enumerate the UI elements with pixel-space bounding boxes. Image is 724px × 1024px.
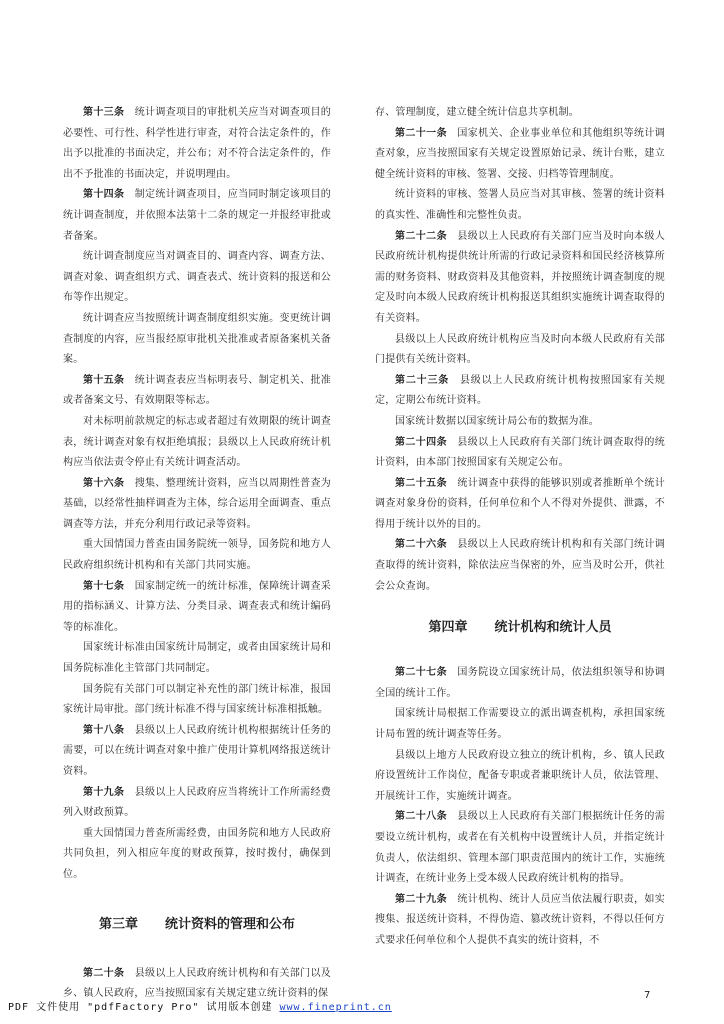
article-number: 第二十五条 [395,477,447,489]
paragraph-text: 国务院设立国家统计局，依法组织领导和协调全国的统计工作。 [375,667,666,699]
article-number: 第十八条 [83,724,125,736]
paragraph-text: 统计调查制度应当对调查目的、调查内容、调查方法、调查对象、调查组织方式、调查表式、统计资料的报送和公布等作出规定。 [63,251,331,304]
paragraph-text: 存、管理制度，建立健全统计信息共享机制。 [375,107,579,118]
left-paragraphs [63,103,331,886]
paragraph-text: 重大国情国力普查所需经费，由国务院和地方人民政府共同负担，列入相应年度的财政预算，按时拨付，确保到位。 [63,827,331,880]
article-number: 第二十九条 [395,893,447,905]
paragraph-text: 县级以上人民政府统计机构和有关部门统计调查取得的统计资料，除依法应当保密的外，应当及时公开，供社会公众查询。 [375,539,666,592]
paragraph [375,330,665,371]
paragraph-text: 县级以上地方人民政府设立独立的统计机构，乡、镇人民政府设置统计工作岗位，配备专职或者兼职统计人员，依法管理、开展统计工作，实施统计调查。 [375,749,665,802]
left-column [63,103,331,1005]
paragraph-text: 国家机关、企业事业单位和其他组织等统计调查对象，应当按照国家有关规定设置原始记录、统计台账，建立健全统计资料的审核、签署、交接、归档等管理制度。 [375,127,666,180]
paragraph [375,433,665,474]
paragraph-text: 国务院有关部门可以制定补充性的部门统计标准，报国家统计局审批。部门统计标准不得与国家统计标准相抵触。 [63,683,331,716]
paragraph [375,474,665,536]
paragraph-text: 县级以上人民政府有关部门统计调查取得的统计资料，由本部门按照国家有关规定公布。 [375,436,666,469]
chapter-title: 统计资料的管理和公布 [165,916,296,932]
paragraph [375,227,665,330]
article-number: 第二十四条 [395,436,447,448]
paragraph [63,638,331,679]
chapter-number: 第四章 [428,620,468,636]
paragraph [375,704,665,745]
article-number: 第十四条 [83,189,125,201]
paragraph-text: 国家统计局根据工作需要设立的派出调查机构，承担国家统计局布置的统计调查等任务。 [375,708,665,741]
paragraph [63,247,331,309]
paragraph-text: 对未标明前款规定的标志或者超过有效期限的统计调查表，统计调查对象有权拒绝填报；县级以上人民政府统计机构应当依法责令停止有关统计调查活动。 [63,415,331,469]
paragraph [63,721,331,783]
paragraph-text: 县级以上人民政府统计机构按照国家有关规定，定期公布统计资料。 [375,374,665,407]
paragraph [63,680,331,721]
chapter-title: 统计机构和统计人员 [494,620,612,636]
paragraph [63,474,331,536]
paragraph [375,890,665,952]
right-tail-paragraphs [375,663,665,951]
paragraph-text: 县级以上人民政府统计机构应当及时向本级人民政府有关部门提供有关统计资料。 [375,333,665,366]
paragraph [375,746,665,808]
paragraph [63,185,331,247]
paragraph [63,309,331,371]
footer-link[interactable]: www.fineprint.cn [279,1002,392,1013]
article-number: 第十六条 [83,477,125,489]
paragraph-text: 统计资料的审核、签署人员应当对其审核、签署的统计资料的真实性、准确性和完整性负责。 [375,189,665,221]
paragraph-text: 县级以上人民政府应当将统计工作所需经费列入财政预算。 [63,786,331,819]
right-paragraphs [375,103,665,597]
article-number: 第十五条 [83,374,125,386]
paragraph-text: 国家制定统一的统计标准，保障统计调查采用的指标涵义、计算方法、分类目录、调查表式和统计编码等的标准化。 [63,580,331,633]
article-number: 第十九条 [83,786,125,798]
paragraph-text: 县级以上人民政府统计机构根据统计任务的需要，可以在统计调查对象中推广使用计算机网络报送统计资料。 [63,724,331,777]
paragraph [63,577,331,639]
paragraph [63,824,331,886]
article-number: 第二十七条 [395,667,447,679]
paragraph [375,185,665,226]
paragraph [375,807,665,889]
article-number: 第十七条 [83,580,125,592]
paragraph [63,371,331,412]
paragraph [375,124,665,186]
article-number: 第二十六条 [395,539,447,551]
footer-text: PDF 文件使用 "pdfFactory Pro" 试用版本创建 [8,1002,280,1013]
paragraph-text: 统计调查中获得的能够识别或者推断单个统计调查对象身份的资料，任何单位和个人不得对外提供、泄露，不得用于统计以外的目的。 [375,477,666,530]
chapter-number: 第三章 [98,916,138,932]
paragraph-text: 国家统计数据以国家统计局公布的数据为准。 [395,415,599,427]
paragraph [63,535,331,576]
page-number: 7 [644,990,651,1001]
paragraph [63,103,331,185]
paragraph [375,371,665,412]
paragraph-text: 统计机构、统计人员应当依法履行职责，如实搜集、报送统计资料，不得伪造、篡改统计资料，不得以任何方式要求任何单位和个人提供不真实的统计资料，不 [375,893,666,946]
pdf-footer [8,998,392,1013]
paragraph-text: 搜集、整理统计资料，应当以周期性普查为基础，以经常性抽样调查为主体，综合运用全面调查、重点调查等方法，并充分利用行政记录等资料。 [63,477,331,530]
article-number: 第二十二条 [395,230,447,242]
chapter-heading [63,914,331,936]
paragraph-text: 重大国情国力普查由国务院统一领导，国务院和地方人民政府组织统计机构和有关部门共同实施。 [63,539,331,572]
article-number: 第二十条 [83,967,125,979]
paragraph [375,103,665,124]
article-number: 第二十一条 [395,127,447,139]
paragraph [63,412,331,474]
article-number: 第二十三条 [395,374,450,386]
article-number: 第十三条 [83,107,125,118]
article-number: 第二十八条 [395,811,447,823]
paragraph [375,663,665,704]
paragraph [375,412,665,433]
paragraph-text: 国家统计标准由国家统计局制定，或者由国家统计局和国务院标准化主管部门共同制定。 [63,642,331,675]
paragraph-text: 制定统计调查项目，应当同时制定该项目的统计调查制度，并依照本法第十二条的规定一并报经审批或者备案。 [63,189,331,242]
paragraph [63,783,331,824]
paragraph-text: 统计调查项目的审批机关应当对调查项目的必要性、可行性、科学性进行审查，对符合法定条件的，作出予以批准的书面决定，并公布；对不符合法定条件的，作出不予批准的书面决定，并说明理由。 [63,107,331,180]
paragraph-text: 县级以上人民政府统计机构和有关部门以及乡、镇人民政府，应当按照国家有关规定建立统计资料的保 [63,967,331,1000]
right-column [375,103,665,952]
paragraph-text: 统计调查表应当标明表号、制定机关、批准或者备案文号、有效期限等标志。 [63,374,331,407]
paragraph-text: 县级以上人民政府有关部门应当及时向本级人民政府统计机构提供统计所需的行政记录资料和国民经济核算所需的财务资料、财政资料及其他资料，并按照统计调查制度的规定及时向本级人民政府统计机构报送其组织实施统计调查取得的有关资料。 [375,230,666,324]
chapter-heading [375,617,665,639]
paragraph [375,535,665,597]
paragraph-text: 统计调查应当按照统计调查制度组织实施。变更统计调查制度的内容，应当报经原审批机关批准或者原备案机关备案。 [63,312,331,366]
paragraph-text: 县级以上人民政府有关部门根据统计任务的需要设立统计机构，或者在有关机构中设置统计人员，并指定统计负责人，依法组织、管理本部门职责范围内的统计工作，实施统计调查，在统计业务上受本级人民政府统计机构的指导。 [375,811,666,885]
